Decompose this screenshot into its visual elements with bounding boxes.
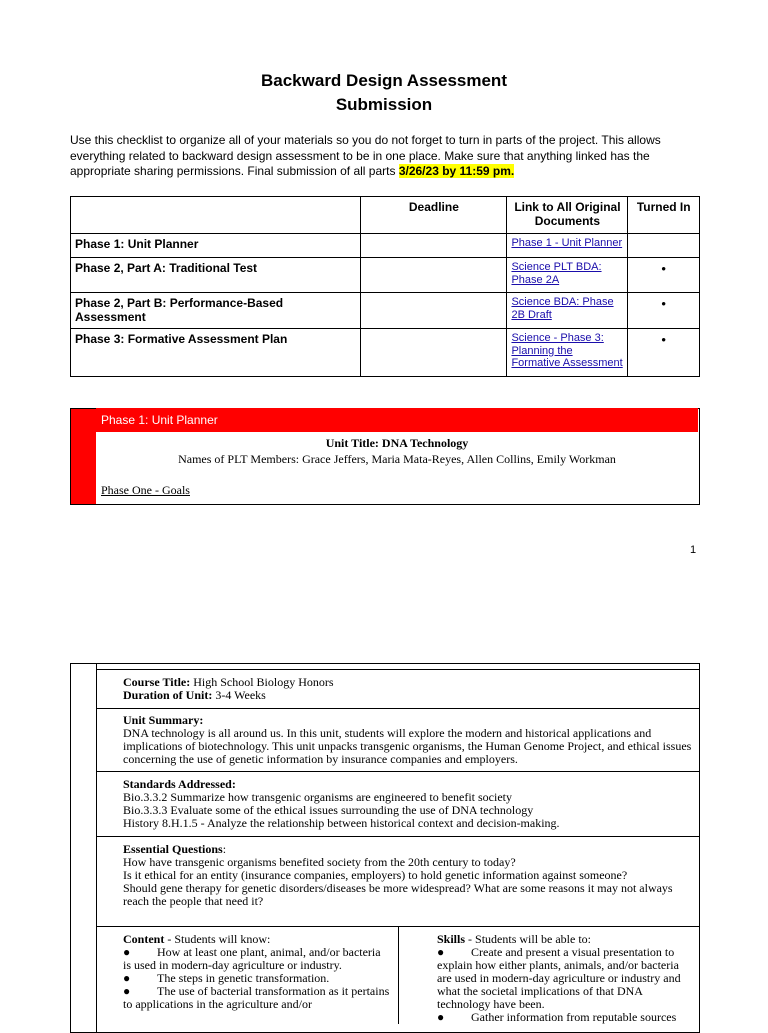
skills-label: Skills bbox=[437, 932, 466, 946]
turned-in-cell bbox=[628, 234, 700, 258]
header-link: Link to All Original Documents bbox=[507, 197, 628, 234]
final-deadline: 3/26/23 by 11:59 pm. bbox=[398, 164, 515, 178]
plt-members: Names of PLT Members: Grace Jeffers, Maria Mata-Reyes, Allen Collins, Emily Workman bbox=[178, 452, 616, 466]
turned-in-cell: • bbox=[628, 329, 700, 377]
divider bbox=[96, 669, 699, 670]
planner-left-column bbox=[96, 663, 97, 1033]
content-label: Content bbox=[123, 932, 165, 946]
list-item: ● Gather information from reputable sources bbox=[437, 1010, 677, 1024]
duration-label: Duration of Unit: bbox=[123, 688, 213, 702]
content-skills-divider bbox=[398, 926, 399, 1024]
turned-in-cell: • bbox=[628, 293, 700, 329]
question-item: How have transgenic organisms benefited society from the 20th century to today? bbox=[123, 855, 516, 869]
list-item: ● Create and present a visual presentation to explain how either plants, animals, and/or bacteria are used in modern-day agriculture or industry and what the societal implications of that DNA technology have been. bbox=[437, 945, 681, 1011]
list-item: ● The use of bacterial transformation as it pertains to applications in the agriculture and/or bbox=[123, 984, 390, 1011]
standards-label: Standards Addressed: bbox=[123, 777, 236, 791]
phase1-info bbox=[96, 437, 698, 466]
header-deadline: Deadline bbox=[361, 197, 507, 234]
header-turned-in: Turned In bbox=[628, 197, 700, 234]
phase-name: Phase 3: Formative Assessment Plan bbox=[71, 329, 361, 377]
divider bbox=[96, 771, 699, 772]
deadline-cell bbox=[361, 258, 507, 293]
course-title-label: Course Title: bbox=[123, 675, 191, 689]
document-link[interactable]: Science BDA: Phase 2B Draft bbox=[511, 296, 614, 321]
phase-name: Phase 1: Unit Planner bbox=[71, 234, 361, 258]
standard-item: Bio.3.3.2 Summarize how transgenic organisms are engineered to benefit society bbox=[123, 790, 513, 804]
skills-section bbox=[437, 933, 695, 1024]
duration-value: 3-4 Weeks bbox=[212, 688, 266, 702]
title-line-2: Submission bbox=[335, 95, 433, 114]
page-number: 1 bbox=[690, 544, 697, 556]
content-section bbox=[123, 933, 391, 1011]
course-title-value: High School Biology Honors bbox=[190, 675, 334, 689]
standard-item: Bio.3.3.3 Evaluate some of the ethical issues surrounding the use of DNA technology bbox=[123, 803, 534, 817]
course-section bbox=[123, 676, 693, 702]
unit-summary-section bbox=[123, 714, 693, 766]
deadline-cell bbox=[361, 234, 507, 258]
phase1-header: Phase 1: Unit Planner bbox=[96, 408, 698, 432]
content-intro: - Students will know: bbox=[164, 932, 271, 946]
questions-label: Essential Questions bbox=[123, 842, 223, 856]
document-link[interactable]: Phase 1 - Unit Planner bbox=[511, 237, 623, 249]
question-item: Should gene therapy for genetic disorders/diseases be more widespread? What are some reasons it may not always reach the people that need it? bbox=[123, 881, 673, 908]
unit-summary-text: DNA technology is all around us. In this unit, students will explore the modern and historical applications and implications of biotechnology. This unit unpacks transgenic organisms, the Human Genome Project, and ethical issues concerning the use of genetic information by insurance companies and employers. bbox=[123, 726, 692, 766]
divider bbox=[96, 836, 699, 837]
header-blank bbox=[71, 197, 361, 234]
deadline-cell bbox=[361, 329, 507, 377]
table-row bbox=[71, 293, 700, 329]
skills-intro: - Students will be able to: bbox=[465, 932, 592, 946]
document-link[interactable]: Science PLT BDA: Phase 2A bbox=[511, 261, 602, 286]
table-row bbox=[71, 234, 700, 258]
title-line-1: Backward Design Assessment bbox=[261, 71, 507, 90]
table-row bbox=[71, 258, 700, 293]
checklist-header-row bbox=[71, 197, 700, 234]
essential-questions-section: Essential Questions: How have transgenic organisms benefited society from the 20th century to today? Is it ethical for an entity (insurance companies, employers) to hold genetic information against someone? Should gene therapy for genetic disorders/diseases be more widespread? What are some reasons it may not always reach the people that need it? bbox=[123, 843, 693, 908]
deadline-cell bbox=[361, 293, 507, 329]
phase-name: Phase 2, Part B: Performance-Based Assessment bbox=[71, 293, 361, 329]
phase-name: Phase 2, Part A: Traditional Test bbox=[71, 258, 361, 293]
divider bbox=[96, 708, 699, 709]
standard-item: History 8.H.1.5 - Analyze the relationship between historical context and decision-making. bbox=[123, 816, 560, 830]
intro-text: Use this checklist to organize all of your materials so you do not forget to turn in parts of the project. This allows everything related to backward design assessment to be in one place. Make sure that anything linked has the appropriate sharing permissions. Final submission of all parts bbox=[70, 133, 661, 178]
standards-section bbox=[123, 778, 693, 830]
document-link[interactable]: Science - Phase 3: Planning the Formative Assessment bbox=[511, 332, 623, 369]
list-item: ● How at least one plant, animal, and/or bacteria is used in modern-day agriculture or industry. bbox=[123, 945, 381, 972]
table-row bbox=[71, 329, 700, 377]
intro-paragraph bbox=[70, 133, 702, 180]
submission-checklist bbox=[70, 196, 700, 377]
list-item: ● The steps in genetic transformation. bbox=[123, 971, 330, 985]
turned-in-cell: • bbox=[628, 258, 700, 293]
page-title bbox=[0, 69, 768, 117]
unit-title: Unit Title: DNA Technology bbox=[325, 436, 469, 450]
unit-summary-label: Unit Summary: bbox=[123, 713, 204, 727]
phase-one-goals: Phase One - Goals bbox=[101, 483, 190, 497]
question-item: Is it ethical for an entity (insurance companies, employers) to hold genetic information against someone? bbox=[123, 868, 628, 882]
